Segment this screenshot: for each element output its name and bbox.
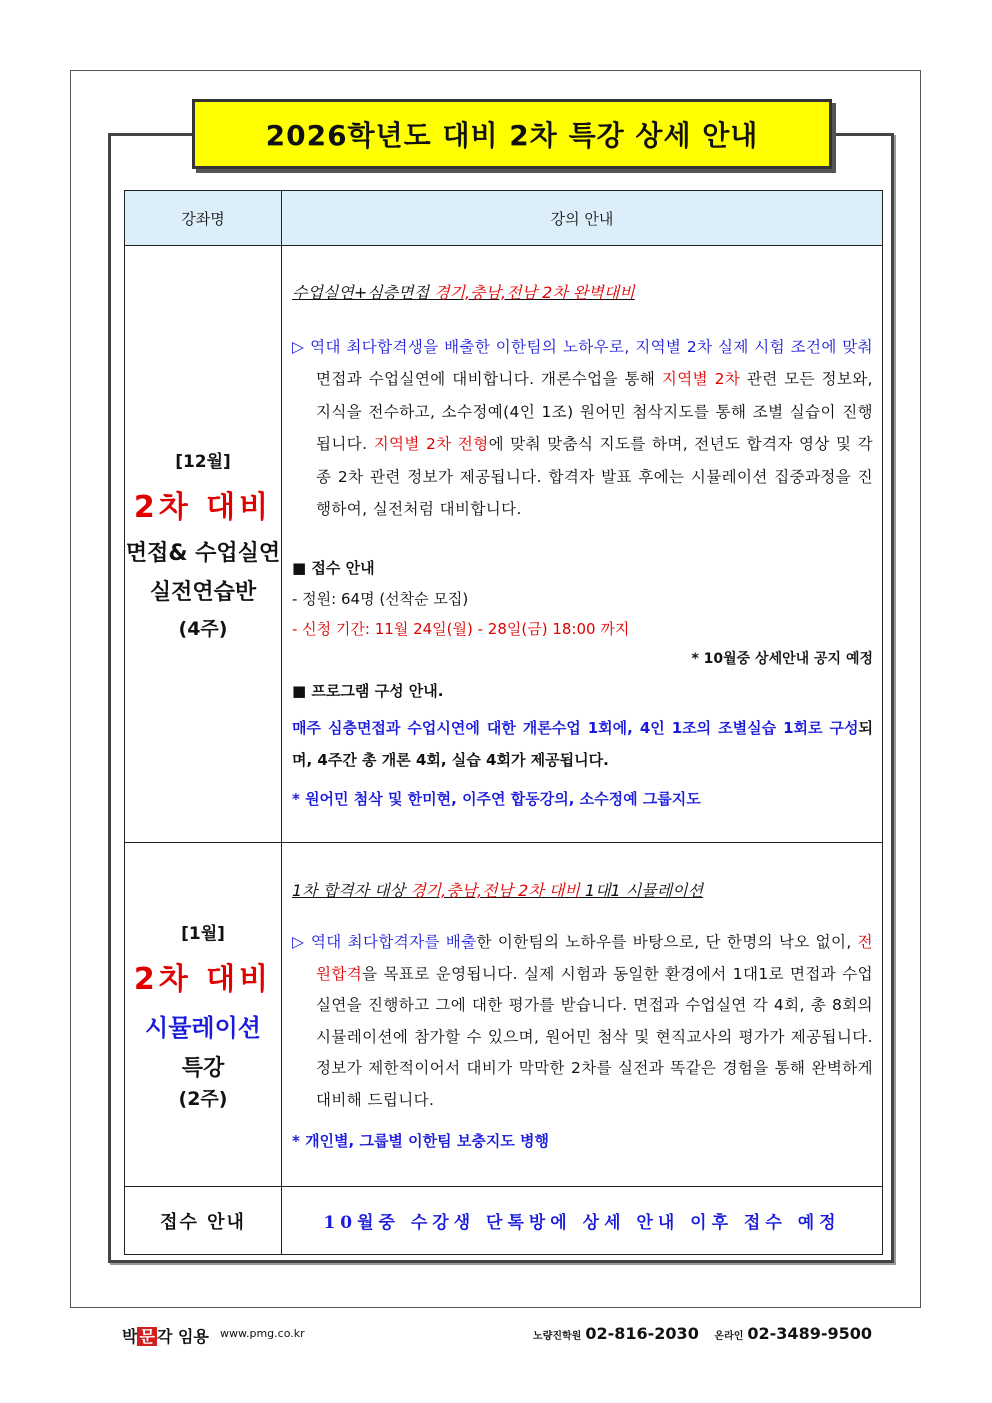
course-name-cell xyxy=(125,843,282,1187)
logo-part: 각 xyxy=(156,1327,173,1346)
course-name-cell xyxy=(125,246,282,843)
footer xyxy=(0,1320,992,1350)
logo-part: 문 xyxy=(139,1327,155,1346)
table-header xyxy=(125,191,883,246)
table-row xyxy=(125,1187,883,1255)
desc-text-2: 을 목표로 운영됩니다. 실제 시험과 동일한 환경에서 1대1로 면접과 수업실연을 진행하고 그에 대한 평가를 받습니다. 면접과 수업실연 각 4회, 총 8회의 시뮬레이션에 참가할 수 있으며, 원어민 첨삭 및 현직교사의 평가가 제공됩니다. 정보가 제한적이어서 대비가 막막한 2차를 실전과 똑같은 경험을 통해 완벽하게 대비해 드립니다. xyxy=(316,964,873,1109)
triangle-icon: ▷ xyxy=(292,933,311,951)
registration-title: ■ 접수 안내 xyxy=(292,558,375,577)
desc-red: 전원합격 xyxy=(316,933,874,983)
heading-text: 수업실연+심층면접 xyxy=(292,282,435,302)
course-description xyxy=(292,331,873,526)
title-banner xyxy=(192,99,832,169)
course-subtitle: 면접& 수업실연 xyxy=(125,541,281,566)
course-title-blue: 시뮬레이션 xyxy=(145,1013,261,1042)
desc-text: 한 이한팀의 노하우를 바탕으로, 단 한명의 낙오 없이, xyxy=(476,933,858,951)
header-course-name: 강좌명 xyxy=(125,191,282,246)
notice-text: * 10월중 상세안내 공지 예정 xyxy=(691,650,873,667)
program-description xyxy=(292,712,873,776)
heading-text: 1차 합격자 대상 xyxy=(292,881,411,900)
period-text: - 신청 기간: 11월 24일(월) - 28일(금) 18:00 까지 xyxy=(292,619,630,638)
logo-part: 임용 xyxy=(172,1327,209,1346)
website-url: www.pmg.co.kr xyxy=(220,1327,305,1340)
extra-note: * 원어민 첨삭 및 한미현, 이주연 합동강의, 소수정예 그룹지도 xyxy=(292,789,701,808)
desc-red: 지역별 2차 xyxy=(661,370,741,388)
triangle-icon: ▷ xyxy=(292,337,311,356)
course-month: [1월] xyxy=(181,923,225,944)
heading-highlight: 경기,충남,전남 2차 대비 xyxy=(410,881,580,900)
table-row xyxy=(125,246,883,843)
heading-highlight: 경기,충남,전남 2차 완벽대비 xyxy=(434,282,635,302)
registration-label: 접수 안내 xyxy=(125,1187,282,1255)
header-course-info: 강의 안내 xyxy=(282,191,883,246)
brand-logo xyxy=(122,1324,209,1347)
course-info-cell xyxy=(282,246,883,843)
heading-text-2: 1대1 시뮬레이션 xyxy=(579,881,704,900)
contact-phones xyxy=(529,1324,872,1343)
course-subtitle-2: 실전연습반 xyxy=(149,580,257,605)
extra-note: * 개인별, 그룹별 이한팀 보충지도 병행 xyxy=(292,1132,550,1150)
desc-text-3: 에 맞춰 맞춤식 지도를 하며, 전년도 합격자 영상 및 각종 2차 관련 정보가 제공됩니다. 합격자 발표 후에는 시뮬레이션 집중과정을 진행하여, 실전처럼 대비합니다. xyxy=(316,435,873,518)
program-blue: 매주 심층면접과 수업시연에 대한 개론수업 1회에, 4인 1조의 조별실습 1회로 구성 xyxy=(292,718,859,737)
capacity-text: - 정원: 64명 (선착순 모집) xyxy=(292,589,469,608)
phone1-label: 노량진학원 xyxy=(533,1331,582,1342)
course-heading xyxy=(292,280,873,303)
course-description xyxy=(292,927,873,1116)
registration-info: 10월중 수강생 단톡방에 상세 안내 이후 접수 예정 xyxy=(282,1187,883,1255)
course-table xyxy=(124,190,883,1255)
course-weeks: (2주) xyxy=(178,1087,228,1110)
course-weeks: (4주) xyxy=(178,618,228,640)
program-title: ■ 프로그램 구성 안내. xyxy=(292,681,444,700)
desc-blue: 역대 최다합격생을 배출한 이한팀의 노하우로, 지역별 2차 실제 시험 조건에 맞춰 xyxy=(310,337,873,356)
table-row xyxy=(125,843,883,1187)
desc-text-2: 관련 모든 정보와, 지식을 전수하고, 소수정예(4인 1조) 원어민 첨삭지도를 통해 조별 실습이 진행됩니다. xyxy=(316,370,873,453)
course-info-cell xyxy=(282,843,883,1187)
desc-text: 면접과 수업실연에 대비합니다. 개론수업을 통해 xyxy=(316,370,662,388)
phone2-label: 온라인 xyxy=(714,1331,744,1342)
page-title: 2026학년도 대비 2차 특강 상세 안내 xyxy=(265,119,759,152)
course-subtitle: 특강 xyxy=(181,1055,225,1081)
course-month: [12월] xyxy=(175,452,231,472)
logo-part: 박 xyxy=(122,1327,138,1346)
phone1-number: 02-816-2030 xyxy=(585,1324,699,1343)
phone2-number: 02-3489-9500 xyxy=(747,1324,872,1343)
course-title-red: 2차 대비 xyxy=(133,961,273,997)
desc-red-2: 지역별 2차 전형 xyxy=(373,435,489,453)
program-text: 되며, 4주간 총 개론 4회, 실습 4회가 제공됩니다. xyxy=(292,718,873,769)
course-heading xyxy=(292,878,873,901)
course-title-red: 2차 대비 xyxy=(133,490,273,525)
desc-blue: 역대 최다합격자를 배출 xyxy=(310,933,477,951)
